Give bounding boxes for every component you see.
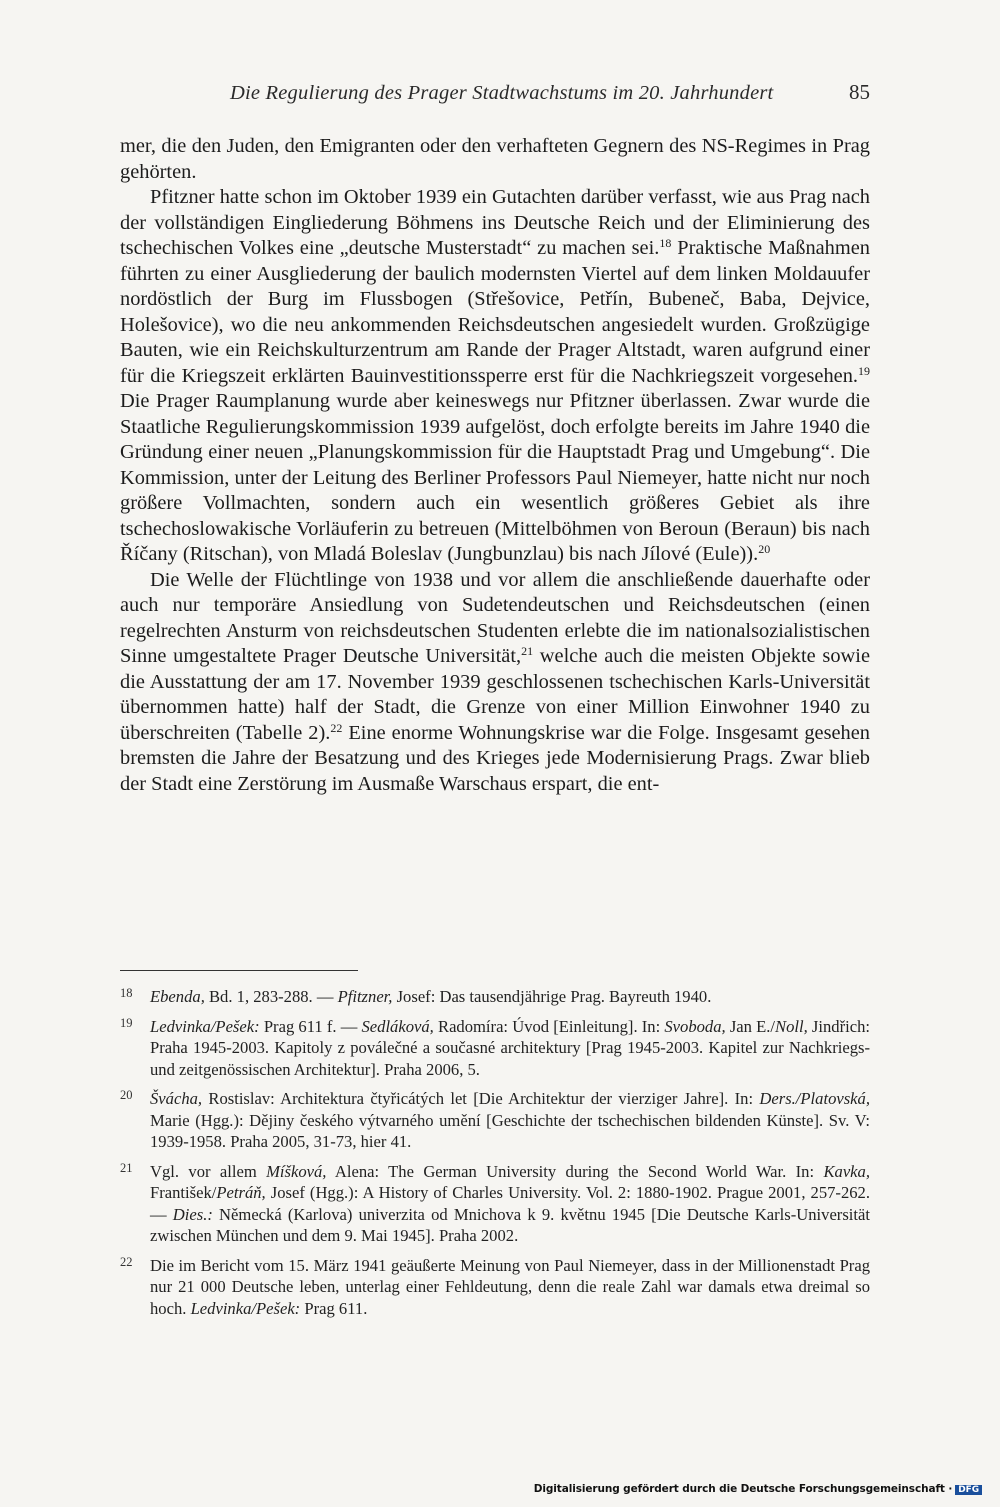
footnote-text: Vgl. vor allem xyxy=(150,1161,267,1181)
footnote-text: Prag 611. xyxy=(300,1298,368,1318)
footnote-text: Die im Bericht vom 15. März 1941 geäußerte Meinung von Paul Niemeyer, dass in der Millionenstadt Prag nur 21 000 Deutsche leben, unterlag einer Fehldeutung, denn die reale Zahl war damals etwa dreimal so hoch. xyxy=(150,1255,870,1318)
footnote-author: Ledvinka/Pešek: xyxy=(150,1016,260,1036)
running-header xyxy=(100,80,875,110)
footnote-22 xyxy=(120,1255,870,1320)
footnote-text: Radomíra: Úvod [Einleitung]. In: xyxy=(433,1016,665,1036)
footnote-ref-20[interactable]: 20 xyxy=(758,542,771,556)
footnote-text: Alena: The German University during the Second World War. In: xyxy=(326,1161,824,1181)
paragraph-3: Die Welle der Flüchtlinge von 1938 und vor allem die anschließende dauerhafte oder auch nur temporäre Ansiedlung von Sudetendeutschen und Reichsdeutschen (einen regelrechten Ansturm von reichsdeutschen Studenten erlebte die im nationalsozialistischen Sinne umgestaltete Prager Deutsche Universität,$^{21}$ welche auch die meisten Objekte sowie die Ausstattung der am 17. November 1939 geschlossenen tschechischen Karls-Universität übernommen hatte) half der Stadt, die Grenze von einer Million Einwohner 1940 zu überschreiten (Tabelle 2).$^{22}$ Eine enorme Wohnungskrise war die Folge. Insgesamt gesehen bremsten die Jahre der Besatzung und des Krieges jede Modernisierung Prags. Zwar blieb der Stadt eine Zerstörung im Ausmaße Warschaus erspart, die ent- xyxy=(120,568,870,795)
paragraph-2: Pfitzner hatte schon im Oktober 1939 ein Gutachten darüber verfasst, wie aus Prag nach der vollständigen Eingliederung Böhmens ins Deutsche Reich und der Eliminierung des tschechischen Volkes eine „deutsche Musterstadt“ zu machen sei.$^{18}$ Praktische Maßnahmen führten zu einer Ausgliederung der baulich modernsten Viertel auf dem linken Moldauufer nordöstlich der Burg im Flussbogen (Střešovice, Petřín, Bubeneč, Baba, Dejvice, Holešovice), wo die neu ankommenden Reichsdeutschen angesiedelt wurden. Großzügige Bauten, wie ein Reichskulturzentrum am Rande der Prager Altstadt, waren aufgrund einer für die Kriegszeit erklärten Bauinvestitionssperre erst für die Nachkriegszeit vorgesehen.$^{19}$ Die Prager Raumplanung wurde aber keineswegs nur Pfitzner überlassen. Zwar wurde die Staatliche Regulierungskommission 1939 aufgelöst, doch erfolgte bereits im Jahre 1940 die Gründung einer neuen „Planungskommission für die Hauptstadt Prag und Umgebung“. Die Kommission, unter der Leitung des Berliner Professors Paul Niemeyer, hatte nicht nur noch größere Vollmachten, sondern auch ein wesentlich größeres Gebiet als ihre tschechoslowakische Vorläuferin zu betreuen (Mittelböhmen von Beroun (Beraun) bis nach Říčany (Ritschan), von Mladá Boleslav (Jungbunzlau) bis nach Jílové (Eule)).$^{20}$ xyxy=(120,186,870,565)
footnote-text: František/ xyxy=(150,1183,217,1202)
footnote-author: Pfitzner, xyxy=(337,987,393,1006)
footnote-author: Ledvinka/Pešek: xyxy=(190,1298,301,1318)
footnote-text: Jan E./ xyxy=(725,1016,776,1036)
footnote-author: Sedláková, xyxy=(361,1016,434,1036)
footnote-author: Kavka, xyxy=(823,1161,870,1181)
footnote-text: Německá (Karlova) univerzita od Mnichova k 9. květnu 1945 [Die Deutsche Karls-Universität zwischen München und dem 9. Mai 1945]. Praha 2002. xyxy=(150,1204,870,1245)
footnote-text: Marie (Hgg.): Dějiny českého výtvarného umění [Geschichte der tschechischen bildenden Künste]. Sv. V: 1939-1958. Praha 2005, 31-73, hier 41. xyxy=(150,1110,870,1151)
footnote-author: Ebenda, xyxy=(150,987,205,1006)
footnote-20 xyxy=(120,1088,870,1153)
footnote-text: Bd. 1, 283-288. — xyxy=(204,987,338,1006)
footnote-author: Ders./Platovská, xyxy=(759,1089,870,1108)
body-text xyxy=(120,134,870,797)
digitization-credit: Digitalisierung gefördert durch die Deutsche Forschungsgemeinschaft · DFG xyxy=(534,1483,982,1495)
footnote-number: 19 xyxy=(120,1015,133,1030)
footnote-number: 22 xyxy=(120,1254,133,1269)
footnote-author: Svoboda, xyxy=(664,1016,726,1036)
footnote-ref-22[interactable]: 22 xyxy=(330,720,343,735)
page-number: 85 xyxy=(849,80,870,104)
footnote-number: 21 xyxy=(120,1160,133,1175)
footnote-author: Petráň, xyxy=(216,1183,266,1202)
footnotes xyxy=(120,986,870,1327)
footnote-18 xyxy=(120,986,870,1008)
footnote-ref-18[interactable]: 18 xyxy=(659,236,672,250)
footnote-text: Jindřich: Praha 1945-2003. Kapitoly z poválečné a současné architektury [Prag 1945-2003. Kapitel zur Nachkriegs- und zeitgenössischen Architektur]. Praha 2006, 5. xyxy=(150,1016,871,1079)
dfg-logo: DFG xyxy=(955,1485,982,1495)
footnote-author: Dies.: xyxy=(172,1204,213,1224)
footnote-author: Míšková, xyxy=(266,1161,327,1181)
footnote-author: Švácha, xyxy=(150,1089,203,1108)
footnote-text: Josef (Hgg.): A History of Charles University. Vol. 2: 1880-1902. Prague 2001, 257-262. — xyxy=(150,1183,870,1224)
footnote-21 xyxy=(120,1161,870,1247)
footnote-number: 18 xyxy=(120,986,133,1000)
footnote-author: Noll, xyxy=(775,1016,808,1036)
footnote-ref-21[interactable]: 21 xyxy=(521,644,534,658)
paragraph-1: mer, die den Juden, den Emigranten oder den verhafteten Gegnern des NS-Regimes in Prag gehörten. xyxy=(120,135,870,183)
footnote-19 xyxy=(120,1016,870,1081)
footnote-ref-19[interactable]: 19 xyxy=(858,363,870,378)
footnote-text: Josef: Das tausendjährige Prag. Bayreuth 1940. xyxy=(392,987,712,1006)
running-title: Die Regulierung des Prager Stadtwachstums im 20. Jahrhundert xyxy=(230,82,774,104)
footnote-divider xyxy=(120,970,358,971)
footnote-text: Rostislav: Architektura čtyřicátých let [Die Architektur der vierziger Jahre]. In: xyxy=(202,1089,760,1108)
footnote-number: 20 xyxy=(120,1088,133,1102)
footnote-text: Prag 611 f. — xyxy=(259,1016,362,1036)
